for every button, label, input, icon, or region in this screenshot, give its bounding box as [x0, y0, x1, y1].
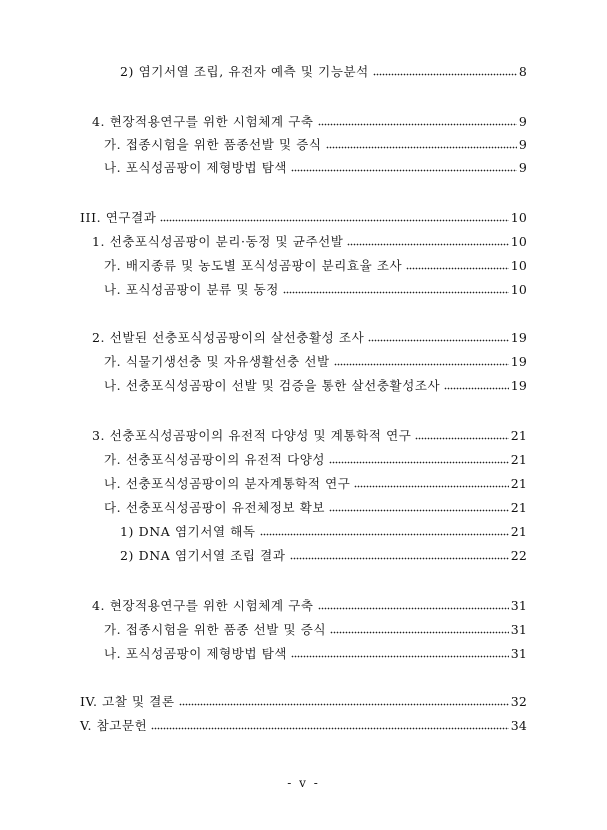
- dot-leader: [347, 242, 508, 246]
- toc-entry-page: 10: [510, 234, 527, 249]
- dot-leader: [415, 436, 508, 440]
- toc-entry-page: 19: [510, 330, 527, 345]
- dot-leader: [354, 484, 508, 488]
- toc-entry-title: 2) 염기서열 조립, 유전자 예측 및 기능분석: [120, 64, 369, 79]
- toc-entry: [104, 254, 527, 274]
- toc-entry-title: 1) DNA 염기서열 해독: [120, 524, 256, 539]
- toc-entry: [104, 642, 527, 662]
- toc-entry-page: 32: [510, 694, 527, 709]
- toc-entry-page: 9: [518, 160, 527, 175]
- toc-entry-page: 10: [510, 258, 527, 273]
- dot-leader: [291, 654, 509, 658]
- toc-entry: [92, 594, 527, 614]
- toc-entry-page: 10: [510, 282, 527, 297]
- toc-entry: [104, 472, 527, 492]
- dot-leader: [318, 606, 509, 610]
- toc-entry-title: 1. 선충포식성곰팡이 분리·동정 및 균주선발: [92, 234, 344, 249]
- toc-entry: [120, 60, 527, 80]
- dot-leader: [329, 508, 509, 512]
- toc-entry: [92, 424, 527, 444]
- dot-leader: [291, 168, 517, 172]
- toc-entry-title: 나. 포식성곰팡이 제형방법 탐색: [104, 646, 288, 661]
- toc-entry: [92, 326, 527, 346]
- toc-entry: [104, 156, 527, 176]
- toc-entry-page: 31: [510, 622, 527, 637]
- toc-entry-page: 34: [510, 718, 527, 733]
- toc-entry-title: 4. 현장적용연구를 위한 시험체계 구축: [92, 598, 314, 613]
- toc-entry-title: V. 참고문헌: [80, 718, 148, 733]
- toc-entry-page: 10: [510, 210, 527, 225]
- toc-entry: [104, 374, 527, 394]
- dot-leader: [368, 338, 508, 342]
- toc-entry-page: 31: [510, 598, 527, 613]
- toc-entry-title: 다. 선충포식성곰팡이 유전체정보 확보: [104, 500, 326, 515]
- toc-entry-page: 21: [510, 428, 527, 443]
- toc-entry-title: 나. 선충포식성곰팡이 선발 및 검증을 통한 살선충활성조사: [104, 378, 441, 393]
- toc-entry-title: 가. 접종시험을 위한 품종선발 및 증식: [104, 137, 322, 152]
- toc-entry: [104, 278, 527, 298]
- toc-entry: [92, 230, 527, 250]
- toc-entry-title: 가. 접종시험을 위한 품종 선발 및 증식: [104, 622, 327, 637]
- dot-leader: [290, 556, 509, 560]
- dot-leader: [373, 72, 517, 76]
- dot-leader: [329, 460, 509, 464]
- page-number-footer: - v -: [287, 776, 320, 790]
- toc-entry-page: 19: [510, 354, 527, 369]
- toc-entry-title: III. 연구결과: [80, 210, 157, 225]
- toc-entry: [104, 133, 527, 153]
- toc-entry: [80, 206, 527, 226]
- dot-leader: [260, 532, 509, 536]
- toc-entry: [80, 690, 527, 710]
- toc-entry-page: 21: [510, 476, 527, 491]
- toc-entry-title: 가. 식물기생선충 및 자유생활선충 선발: [104, 354, 330, 369]
- toc-entry: [104, 350, 527, 370]
- dot-leader: [179, 702, 509, 706]
- toc-entry: [104, 496, 527, 516]
- toc-entry-title: 2. 선발된 선충포식성곰팡이의 살선충활성 조사: [92, 330, 365, 345]
- toc-entry-page: 21: [510, 500, 527, 515]
- dot-leader: [160, 218, 508, 222]
- toc-entry-page: 8: [518, 64, 527, 79]
- toc-entry: [104, 618, 527, 638]
- toc-entry: [104, 448, 527, 468]
- toc-entry: [120, 520, 527, 540]
- toc-entry-page: 21: [510, 452, 527, 467]
- toc-entry-title: IV. 고찰 및 결론: [80, 694, 175, 709]
- toc-entry-page: 9: [518, 137, 527, 152]
- toc-entry-title: 3. 선충포식성곰팡이의 유전적 다양성 및 계통학적 연구: [92, 428, 412, 443]
- dot-leader: [318, 122, 517, 126]
- dot-leader: [334, 362, 509, 366]
- toc-entry: [120, 544, 527, 564]
- toc-entry: [92, 110, 527, 130]
- toc-entry-page: 21: [510, 524, 527, 539]
- dot-leader: [283, 290, 509, 294]
- dot-leader: [444, 386, 508, 390]
- toc-entry-title: 4. 현장적용연구를 위한 시험체계 구축: [92, 114, 314, 129]
- toc-entry-title: 나. 선충포식성곰팡이의 분자계통학적 연구: [104, 476, 351, 491]
- toc-entry-page: 31: [510, 646, 527, 661]
- dot-leader: [330, 630, 509, 634]
- toc-entry-page: 9: [518, 114, 527, 129]
- toc-entry: [80, 714, 527, 734]
- dot-leader: [406, 266, 508, 270]
- toc-entry-title: 나. 포식성곰팡이 분류 및 동정: [104, 282, 279, 297]
- dot-leader: [151, 726, 508, 730]
- dot-leader: [326, 145, 517, 149]
- toc-entry-page: 19: [510, 378, 527, 393]
- toc-entry-title: 2) DNA 염기서열 조립 결과: [120, 548, 286, 563]
- toc-entry-title: 가. 배지종류 및 농도별 포식성곰팡이 분리효율 조사: [104, 258, 403, 273]
- toc-entry-title: 가. 선충포식성곰팡이의 유전적 다양성: [104, 452, 326, 467]
- toc-entry-title: 나. 포식성곰팡이 제형방법 탐색: [104, 160, 288, 175]
- toc-entry-page: 22: [510, 548, 527, 563]
